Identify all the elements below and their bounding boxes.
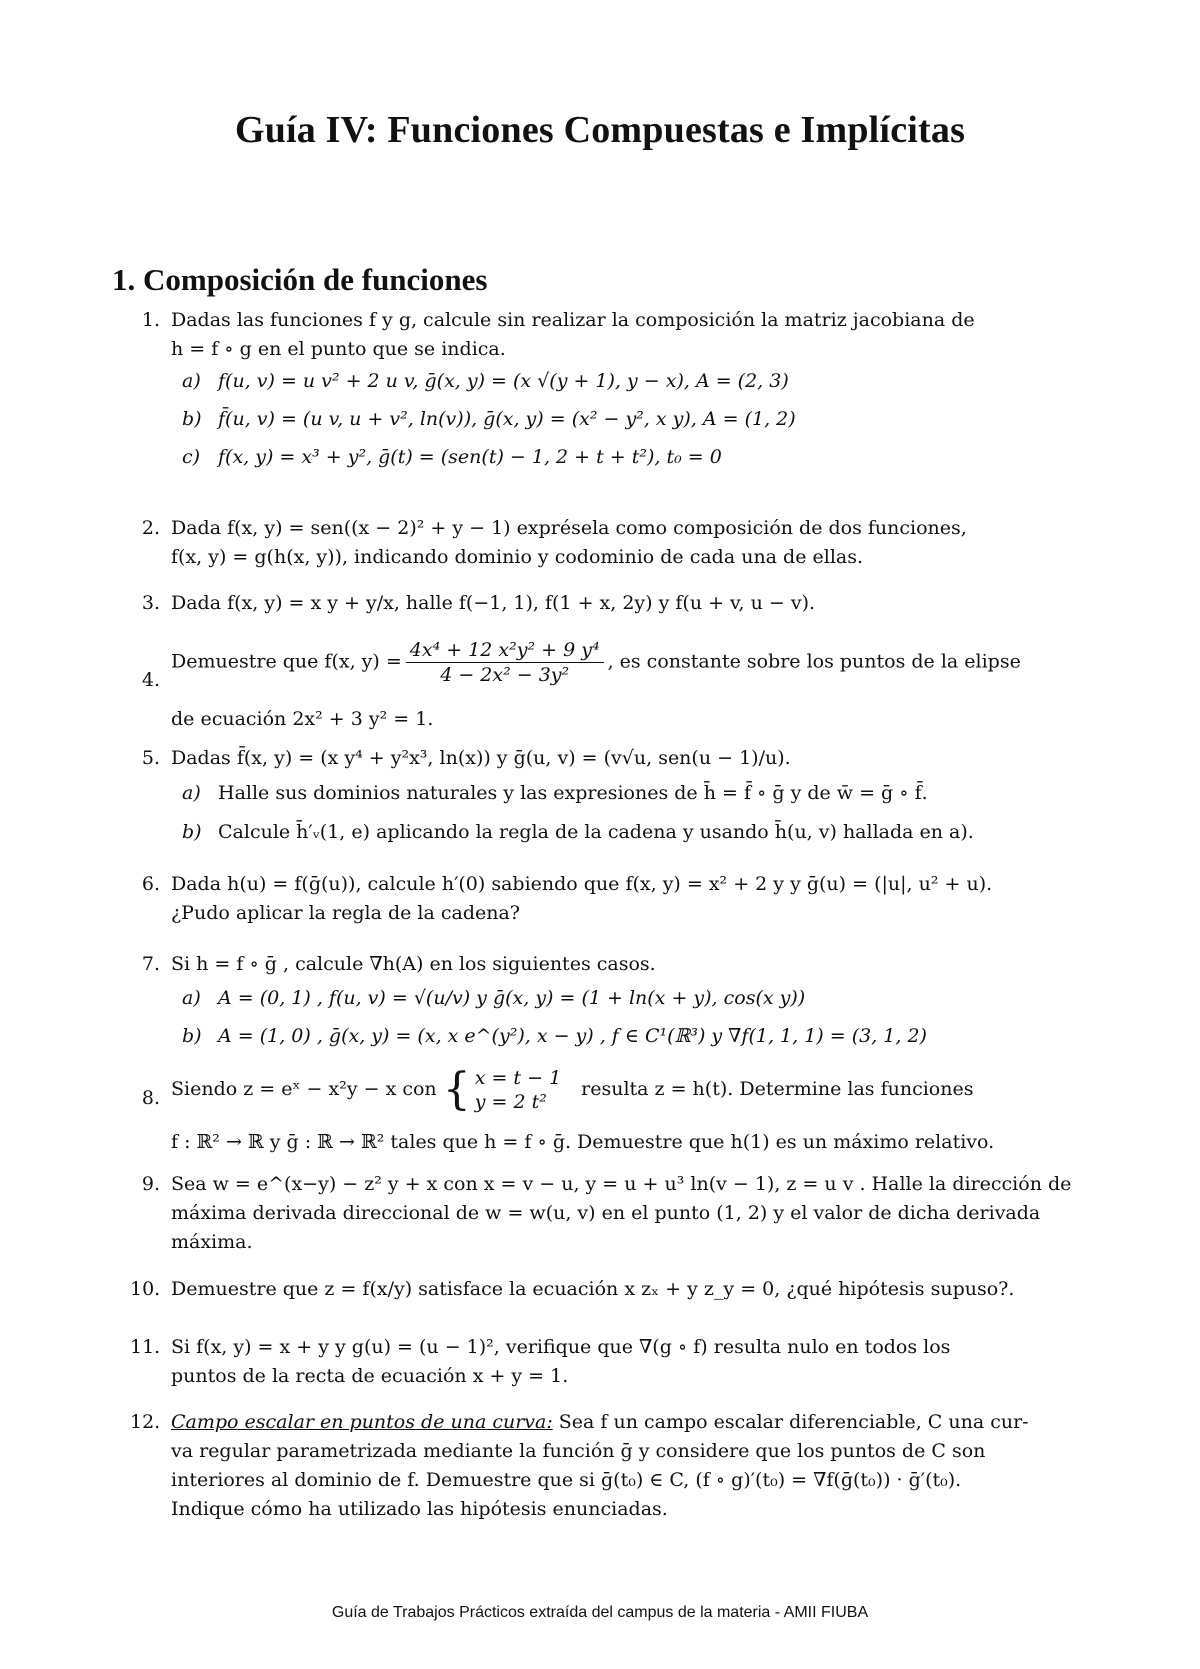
sub-label: b) bbox=[182, 1025, 202, 1047]
exercise-line: Si f(x, y) = x + y y g(u) = (u − 1)², verifique que ∇(g ∘ f) resulta nulo en todos los bbox=[171, 1336, 951, 1358]
exercise-line: va regular parametrizada mediante la función ḡ y considere que los puntos de C son bbox=[171, 1440, 986, 1462]
exercise-line: Dada h(u) = f(ḡ(u)), calcule h′(0) sabiendo que f(x, y) = x² + 2 y y ḡ(u) = (|u|, u² + u). bbox=[171, 873, 993, 895]
exercise-text: Demuestre que f(x, y) = bbox=[171, 650, 402, 673]
sub-label: a) bbox=[182, 987, 201, 1009]
exercise-line: Indique cómo ha utilizado las hipótesis enunciadas. bbox=[171, 1498, 668, 1520]
exercise-line bbox=[171, 638, 1080, 687]
sub-item bbox=[182, 1022, 927, 1051]
exercise-heading: Campo escalar en puntos de una curva: bbox=[171, 1411, 553, 1433]
sub-text: f(u, v) = u v² + 2 u v, ḡ(x, y) = (x √(y + 1), y − x), A = (2, 3) bbox=[218, 370, 789, 392]
sub-text: f̄(u, v) = (u v, u + v², ln(v)), ḡ(x, y) = (x² − y², x y), A = (1, 2) bbox=[218, 408, 796, 430]
fraction-denominator: 4 − 2x² − 3y² bbox=[440, 664, 570, 686]
sub-label: a) bbox=[182, 782, 201, 804]
exercise-number: 5. bbox=[141, 747, 160, 769]
sub-label: c) bbox=[182, 446, 201, 468]
exercise-line: máxima. bbox=[171, 1231, 253, 1253]
page-title: Guía IV: Funciones Compuestas e Implícitas bbox=[234, 109, 966, 151]
exercise-number: 4. bbox=[141, 669, 160, 691]
brace-symbol: { bbox=[442, 1064, 471, 1115]
exercise-line: Dadas f̄(x, y) = (x y⁴ + y²x³, ln(x)) y ḡ(u, v) = (v√u, sen(u − 1)/u). bbox=[171, 747, 791, 769]
sub-text: f(x, y) = x³ + y², ḡ(t) = (sen(t) − 1, 2 + t + t²), t₀ = 0 bbox=[218, 446, 722, 468]
exercise-line: Dada f(x, y) = sen((x − 2)² + y − 1) exprésela como composición de dos funciones, bbox=[171, 517, 967, 539]
sub-text: Halle sus dominios naturales y las expresiones de h̄ = f̄ ∘ ḡ y de w̄ = ḡ ∘ f̄. bbox=[218, 782, 928, 804]
exercise-number: 1. bbox=[141, 309, 160, 331]
exercise-number: 7. bbox=[141, 953, 160, 975]
exercise-line: máxima derivada direccional de w = w(u, v) en el punto (1, 2) y el valor de dicha derivada bbox=[171, 1202, 1041, 1224]
exercise-number: 12. bbox=[130, 1411, 161, 1433]
equation-system bbox=[475, 1066, 561, 1114]
page-footer: Guía de Trabajos Prácticos extraída del campus de la materia - AMII FIUBA bbox=[331, 1604, 869, 1621]
exercise-line: puntos de la recta de ecuación x + y = 1. bbox=[171, 1365, 569, 1387]
sub-text: Calcule h̄′ᵥ(1, e) aplicando la regla de la cadena y usando h̄(u, v) hallada en a). bbox=[218, 821, 974, 843]
sub-item bbox=[182, 984, 805, 1013]
system-equation: y = 2 t² bbox=[474, 1091, 547, 1113]
sub-label: b) bbox=[182, 408, 202, 430]
exercise-number: 11. bbox=[130, 1336, 161, 1358]
sub-item bbox=[182, 443, 722, 472]
exercise-line: interiores al dominio de f. Demuestre que si ḡ(t₀) ∈ C, (f ∘ g)′(t₀) = ∇f(ḡ(t₀)) · ḡ′(t₀). bbox=[171, 1469, 962, 1491]
exercise-line bbox=[171, 1408, 1080, 1437]
sub-item bbox=[182, 367, 789, 396]
exercise-number: 8. bbox=[141, 1087, 160, 1109]
exercise-text: , es constante sobre los puntos de la elipse bbox=[607, 650, 1021, 673]
exercise-line: de ecuación 2x² + 3 y² = 1. bbox=[171, 708, 434, 730]
exercise-line: f(x, y) = g(h(x, y)), indicando dominio y codominio de cada una de ellas. bbox=[171, 546, 864, 568]
exercise-number: 6. bbox=[141, 873, 160, 895]
section-heading: 1. Composición de funciones bbox=[112, 262, 488, 297]
sub-item bbox=[182, 818, 974, 847]
exercise-text: Siendo z = eˣ − x²y − x con bbox=[171, 1078, 437, 1100]
sub-label: a) bbox=[182, 370, 201, 392]
exercise-line: Demuestre que z = f(x/y) satisface la ecuación x zₓ + y z_y = 0, ¿qué hipótesis supuso?. bbox=[171, 1278, 1015, 1300]
sub-text: A = (1, 0) , ḡ(x, y) = (x, x e^(y²), x − y) , f ∈ C¹(ℝ³) y ∇f(1, 1, 1) = (3, 1, 2) bbox=[218, 1025, 927, 1047]
sub-item bbox=[182, 779, 928, 808]
exercise-number: 10. bbox=[130, 1278, 161, 1300]
exercise-number: 9. bbox=[141, 1173, 160, 1195]
sub-label: b) bbox=[182, 821, 202, 843]
exercise-line: Si h = f ∘ ḡ , calcule ∇h(A) en los siguientes casos. bbox=[171, 953, 656, 975]
exercise-line: Dada f(x, y) = x y + y/x, halle f(−1, 1), f(1 + x, 2y) y f(u + v, u − v). bbox=[171, 592, 816, 614]
exercise-text: Sea f un campo escalar diferenciable, C una cur- bbox=[552, 1411, 1029, 1433]
fraction bbox=[406, 638, 604, 687]
exercise-line: ¿Pudo aplicar la regla de la cadena? bbox=[171, 902, 520, 924]
exercise-line: Dadas las funciones f y g, calcule sin realizar la composición la matriz jacobiana de bbox=[171, 309, 975, 331]
exercise-text: resulta z = h(t). Determine las funciones bbox=[581, 1078, 974, 1100]
sub-text: A = (0, 1) , f(u, v) = √(u/v) y ḡ(x, y) = (1 + ln(x + y), cos(x y)) bbox=[218, 987, 806, 1009]
fraction-numerator: 4x⁴ + 12 x²y² + 9 y⁴ bbox=[406, 638, 604, 663]
exercise-number: 2. bbox=[141, 517, 160, 539]
exercise-line: Sea w = e^(x−y) − z² y + x con x = v − u, y = u + u³ ln(v − 1), z = u v . Halle la dirección de bbox=[171, 1173, 1072, 1195]
exercise-line bbox=[171, 1066, 1080, 1114]
exercise-number: 3. bbox=[141, 592, 160, 614]
exercise-line: f : ℝ² → ℝ y ḡ : ℝ → ℝ² tales que h = f ∘ ḡ. Demuestre que h(1) es un máximo relativo. bbox=[171, 1131, 995, 1153]
sub-item bbox=[182, 405, 796, 434]
exercise-line: h = f ∘ g en el punto que se indica. bbox=[171, 338, 506, 360]
system-equation: x = t − 1 bbox=[474, 1067, 562, 1089]
